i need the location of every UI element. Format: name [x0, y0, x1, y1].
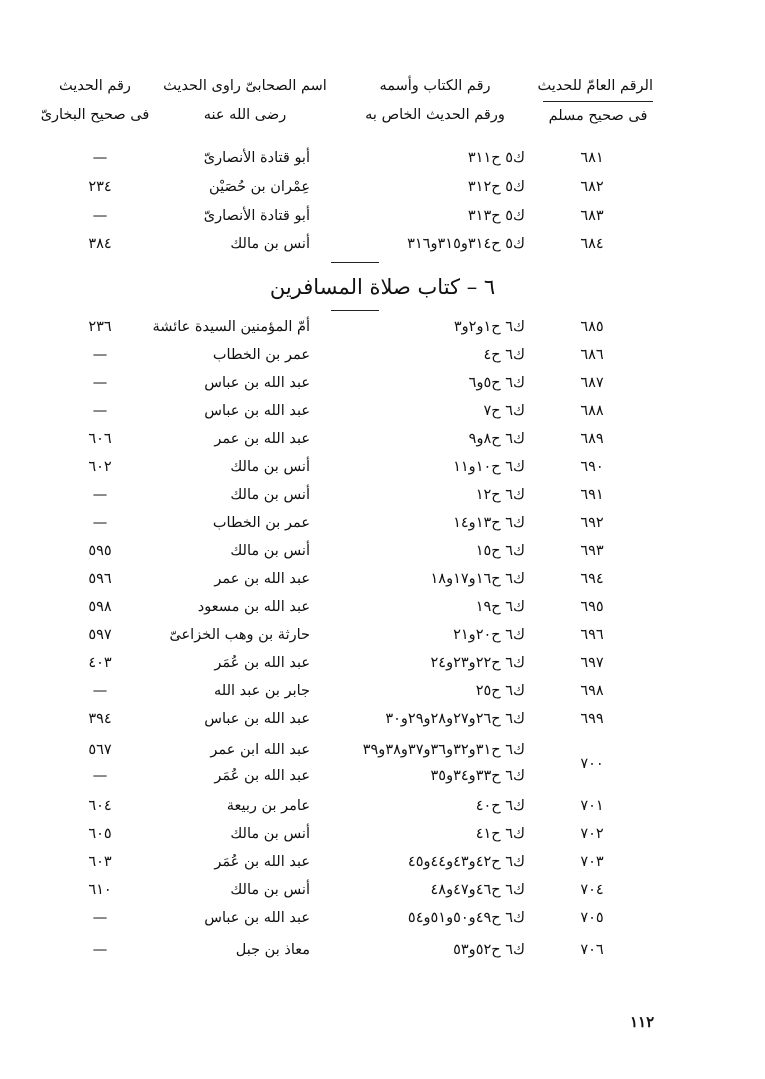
table-row — [0, 202, 765, 230]
bukhari-number: ٥٩٦ — [88, 571, 112, 587]
section-title: ٦ – كتاب صلاة المسافرين — [269, 275, 496, 299]
table-row — [0, 677, 765, 705]
section-rule-bottom — [331, 310, 379, 311]
book-hadith-ref: ك٥ ح٣١٤و٣١٥و٣١٦ — [407, 236, 525, 252]
companion-name: عبد الله بن عباس — [204, 403, 310, 419]
companion-name: عامر بن ربيعة — [226, 798, 310, 814]
companion-name: أنس بن مالك — [230, 236, 310, 252]
general-number: ٧٠٠ — [580, 756, 604, 772]
table-row — [0, 230, 765, 258]
book-hadith-ref: ك٦ ح١٣و١٤ — [453, 515, 525, 531]
table-row — [0, 792, 765, 820]
general-number: ٦٩٨ — [580, 683, 604, 699]
bukhari-number: ٦١٠ — [88, 882, 112, 898]
table-row — [0, 313, 765, 341]
bukhari-number: ٦٠٦ — [88, 431, 112, 447]
book-hadith-ref: ك٦ ح٤٢و٤٣و٤٤و٤٥ — [407, 854, 525, 870]
table-row — [0, 876, 765, 904]
bukhari-number: ٤٠٣ — [88, 655, 112, 671]
bukhari-number: ٥٩٥ — [88, 543, 112, 559]
header-bukhari — [30, 72, 160, 132]
table-row — [0, 341, 765, 369]
companion-name: أبو قتادة الأنصارىّ — [203, 208, 310, 224]
table-row — [0, 537, 765, 565]
bukhari-number: — — [92, 150, 108, 166]
companion-name: عبد الله بن عباس — [204, 375, 310, 391]
companion-name: أنس بن مالك — [230, 882, 310, 898]
bukhari-number-b: — — [92, 768, 108, 784]
companion-name-a: عبد الله ابن عمر — [210, 742, 310, 758]
companion-name: عبد الله بن عباس — [204, 711, 310, 727]
general-number: ٦٨٤ — [580, 236, 604, 252]
table-row — [0, 481, 765, 509]
bukhari-number: ٦٠٢ — [88, 459, 112, 475]
general-number: ٦٨٧ — [580, 375, 604, 391]
general-number: ٦٩١ — [580, 487, 604, 503]
book-hadith-ref: ك٦ ح٤ — [483, 347, 525, 363]
header-companion-line2: رضى الله عنه — [203, 107, 287, 123]
table-row — [0, 621, 765, 649]
table-row — [0, 369, 765, 397]
table-row — [0, 904, 765, 932]
book-hadith-ref: ك٥ ح٣١١ — [467, 150, 525, 166]
companion-name: عبد الله بن مسعود — [197, 599, 310, 615]
header-bukhari-line1: رقم الحديث — [59, 78, 131, 94]
companion-name: عِمْران بن حُصَيْن — [209, 179, 310, 195]
general-number: ٦٩٢ — [580, 515, 604, 531]
bukhari-number: — — [92, 942, 108, 958]
book-hadith-ref: ك٥ ح٣١٣ — [467, 208, 525, 224]
companion-name: أنس بن مالك — [230, 826, 310, 842]
general-number: ٦٩٩ — [580, 711, 604, 727]
bukhari-number: ٦٠٤ — [88, 798, 112, 814]
general-number: ٦٩٣ — [580, 543, 604, 559]
book-hadith-ref: ك٦ ح١و٢و٣ — [453, 319, 525, 335]
table-row — [0, 848, 765, 876]
book-hadith-ref-b: ك٦ ح٣٣و٣٤و٣٥ — [430, 768, 525, 784]
general-number: ٦٨٥ — [580, 319, 604, 335]
header-general-number — [537, 72, 653, 132]
bukhari-number: — — [92, 515, 108, 531]
general-number: ٦٨٩ — [580, 431, 604, 447]
book-hadith-ref: ك٦ ح٨و٩ — [468, 431, 525, 447]
header-book-hadith-line2: ورقم الحديث الخاص به — [365, 107, 505, 123]
general-number: ٦٩٠ — [580, 459, 604, 475]
table-row — [0, 509, 765, 537]
table-row — [0, 820, 765, 848]
table-row — [0, 453, 765, 481]
table-row — [0, 593, 765, 621]
bukhari-number-a: ٥٦٧ — [88, 742, 112, 758]
header-companion — [160, 72, 330, 132]
companion-name: أنس بن مالك — [230, 459, 310, 475]
general-number: ٦٨٦ — [580, 347, 604, 363]
bukhari-number: ٥٩٧ — [88, 627, 112, 643]
general-number: ٦٩٧ — [580, 655, 604, 671]
general-number: ٧٠٤ — [580, 882, 604, 898]
table-row — [0, 705, 765, 733]
general-number: ٧٠٣ — [580, 854, 604, 870]
companion-name: عبد الله بن عباس — [204, 910, 310, 926]
companion-name: أنس بن مالك — [230, 543, 310, 559]
general-number: ٦٨١ — [580, 150, 604, 166]
header-book-hadith-line1: رقم الكتاب وأسمه — [379, 78, 491, 94]
book-hadith-ref: ك٦ ح٧ — [483, 403, 525, 419]
bukhari-number: — — [92, 910, 108, 926]
book-hadith-ref: ك٥ ح٣١٢ — [467, 179, 525, 195]
header-book-hadith — [330, 72, 540, 132]
general-number: ٦٨٣ — [580, 208, 604, 224]
companion-name: عبد الله بن عُمَر — [214, 854, 310, 870]
table-row — [0, 565, 765, 593]
general-number: ٧٠٢ — [580, 826, 604, 842]
table-row — [0, 173, 765, 201]
general-number: ٧٠٥ — [580, 910, 604, 926]
table-row — [0, 397, 765, 425]
header-general-number-line2: فى صحيح مسلم — [543, 101, 653, 131]
bukhari-number: ٣٨٤ — [88, 236, 112, 252]
table-row — [0, 425, 765, 453]
companion-name: معاذ بن جبل — [235, 942, 310, 958]
companion-name: جابر بن عبد الله — [214, 683, 310, 699]
companion-name: أبو قتادة الأنصارىّ — [203, 150, 310, 166]
bukhari-number: ٢٣٤ — [88, 179, 112, 195]
companion-name: أمّ المؤمنين السيدة عائشة — [152, 319, 310, 335]
book-hadith-ref: ك٦ ح١٦و١٧و١٨ — [430, 571, 525, 587]
general-number: ٦٩٦ — [580, 627, 604, 643]
table-row — [0, 144, 765, 172]
book-hadith-ref: ك٦ ح١٩ — [475, 599, 525, 615]
bukhari-number: — — [92, 375, 108, 391]
companion-name: عمر بن الخطاب — [212, 347, 310, 363]
book-hadith-ref-a: ك٦ ح٣١و٣٢و٣٦و٣٧و٣٨و٣٩ — [362, 742, 525, 758]
companion-name: عبد الله بن عمر — [214, 571, 310, 587]
bukhari-number: ٥٩٨ — [88, 599, 112, 615]
book-hadith-ref: ك٦ ح٤٩و٥٠و٥١و٥٤ — [407, 910, 525, 926]
table-row-700 — [0, 736, 765, 792]
companion-name: أنس بن مالك — [230, 487, 310, 503]
bukhari-number: ٣٩٤ — [88, 711, 112, 727]
book-hadith-ref: ك٦ ح٤٦و٤٧و٤٨ — [430, 882, 525, 898]
general-number: ٧٠٦ — [580, 942, 604, 958]
general-number: ٦٨٨ — [580, 403, 604, 419]
bukhari-number: ٦٠٥ — [88, 826, 112, 842]
companion-name: عبد الله بن عمر — [214, 431, 310, 447]
book-hadith-ref: ك٦ ح٥٢و٥٣ — [453, 942, 525, 958]
bukhari-number: ٦٠٣ — [88, 854, 112, 870]
header-companion-line1: اسم الصحابىّ راوى الحديث — [163, 78, 327, 94]
table-row — [0, 649, 765, 677]
book-hadith-ref: ك٦ ح٤١ — [475, 826, 525, 842]
header-general-number-line1: الرقم العامّ للحديث — [537, 78, 653, 94]
book-hadith-ref: ك٦ ح٢٠و٢١ — [453, 627, 525, 643]
book-hadith-ref: ك٦ ح١٢ — [475, 487, 525, 503]
general-number: ٦٨٢ — [580, 179, 604, 195]
book-hadith-ref: ك٦ ح٢٦و٢٧و٢٨و٢٩و٣٠ — [385, 711, 525, 727]
bukhari-number: — — [92, 403, 108, 419]
companion-name: عمر بن الخطاب — [212, 515, 310, 531]
general-number: ٧٠١ — [580, 798, 604, 814]
book-hadith-ref: ك٦ ح٤٠ — [475, 798, 525, 814]
bukhari-number: — — [92, 347, 108, 363]
book-hadith-ref: ك٦ ح١٠و١١ — [453, 459, 525, 475]
bukhari-number: — — [92, 208, 108, 224]
book-hadith-ref: ك٦ ح٥و٦ — [468, 375, 525, 391]
general-number: ٦٩٥ — [580, 599, 604, 615]
bukhari-number: — — [92, 487, 108, 503]
bukhari-number: ٢٣٦ — [88, 319, 112, 335]
companion-name: عبد الله بن عُمَر — [214, 655, 310, 671]
book-hadith-ref: ك٦ ح٢٢و٢٣و٢٤ — [430, 655, 525, 671]
general-number: ٦٩٤ — [580, 571, 604, 587]
bukhari-number: — — [92, 683, 108, 699]
header-bukhari-line2: فى صحيح البخارىّ — [40, 107, 150, 123]
book-hadith-ref: ك٦ ح١٥ — [475, 543, 525, 559]
companion-name-b: عبد الله بن عُمَر — [214, 768, 310, 784]
page-number: ١١٢ — [630, 1013, 655, 1031]
companion-name: حارثة بن وهب الخزاعىّ — [169, 627, 310, 643]
book-hadith-ref: ك٦ ح٢٥ — [475, 683, 525, 699]
table-row — [0, 936, 765, 964]
